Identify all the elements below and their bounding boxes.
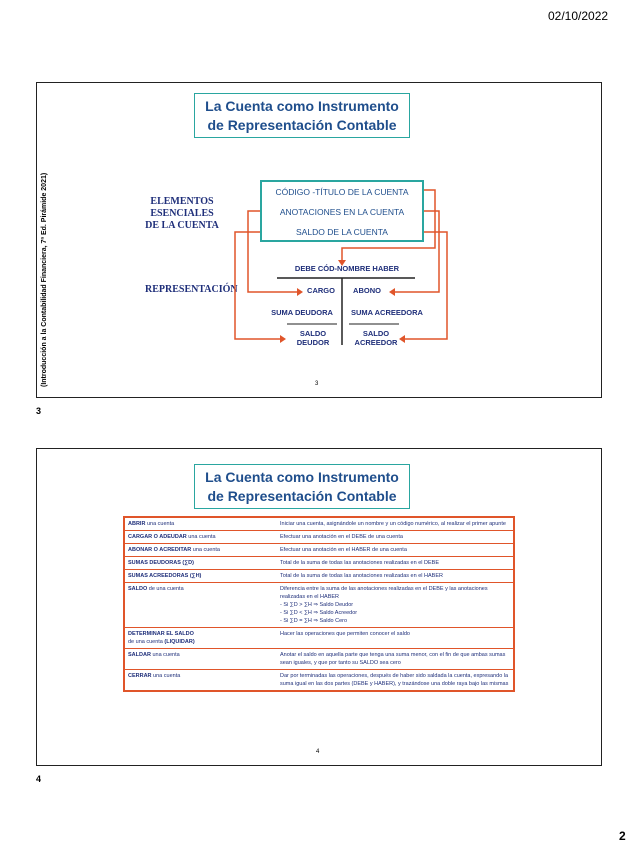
- slide-title-line2: de Representación Contable: [207, 117, 397, 133]
- term-cell: [124, 531, 277, 544]
- term-rest: una cuenta: [150, 652, 180, 658]
- term-bold: SUMAS ACREEDORAS (∑H): [128, 573, 202, 579]
- saldo-acreedor-label: [347, 329, 405, 347]
- cargo-label: CARGO: [307, 286, 335, 295]
- definition-cell: Anotar el saldo en aquella parte que tenga una suma menor, con el fin de que ambas sumas sean iguales, y que por tanto su SALDO sea cero: [277, 649, 514, 670]
- table-row: [124, 628, 514, 649]
- definition-cell: Iniciar una cuenta, asignándole un nombre y un código numérico, al realizar el primer apunte: [277, 517, 514, 531]
- term-cell: [124, 583, 277, 628]
- arrow-saldo-deudor: [235, 232, 280, 339]
- saldo-deudor-label: [287, 329, 339, 347]
- suma-deudora-label: SUMA DEUDORA: [271, 308, 333, 317]
- table-row: [124, 670, 514, 692]
- t-account-diagram: [37, 83, 603, 399]
- elementos-line3: DE LA CUENTA: [145, 220, 219, 231]
- term-rest: de una cuenta: [147, 586, 184, 592]
- document-date: 02/10/2022: [548, 9, 609, 23]
- suma-acreedora-label: SUMA ACREEDORA: [351, 308, 423, 317]
- definition-cell: Efectuar una anotación en el DEBE de una cuenta: [277, 531, 514, 544]
- table-row: [124, 557, 514, 570]
- term-bold: DETERMINAR EL SALDO: [128, 631, 194, 637]
- term-cell: [124, 628, 277, 649]
- arrow-anotaciones-cargo: [248, 211, 297, 292]
- elementos-line2: ESENCIALES: [150, 208, 214, 219]
- term-bold: SALDO: [128, 586, 148, 592]
- table-row: [124, 649, 514, 670]
- box-item-saldo: SALDO DE LA CUENTA: [296, 227, 388, 237]
- arrow-anotaciones-abono: [395, 211, 439, 292]
- term-cell: [124, 670, 277, 692]
- definition-cell: Diferencia entre la suma de las anotaciones realizadas en el DEBE y las anotaciones realizadas en el HABER - Si ∑D > ∑H ⇒ Saldo Deudor - Si ∑D < ∑H ⇒ Saldo Acreedor - Si ∑D = ∑H ⇒ Saldo Cero: [277, 583, 514, 628]
- term-rest: una cuenta: [186, 534, 216, 540]
- definitions-table: [123, 516, 515, 692]
- saldo-deudor-line1: SALDO: [299, 329, 327, 338]
- term-rest: una cuenta: [191, 547, 220, 553]
- slide-title-line1: La Cuenta como Instrumento: [205, 98, 399, 114]
- definition-cell: Total de la suma de todas las anotaciones realizadas en el HABER: [277, 570, 514, 583]
- abono-label: ABONO: [353, 286, 381, 295]
- slide-title-line2: de Representación Contable: [207, 488, 397, 504]
- definition-cell: Hacer las operaciones que permiten conocer el saldo: [277, 628, 514, 649]
- term-bold: CERRAR: [128, 673, 152, 679]
- term-bold-suffix: (LIQUIDAR): [164, 639, 195, 645]
- definition-cell: Dar por terminadas las operaciones, después de haber sido saldada la cuenta, expresando la suma igual en las dos partes (DEBE y HABER), y trazándose una doble raya bajo las mismas: [277, 670, 514, 692]
- slide-4: [36, 448, 602, 766]
- elementos-line1: ELEMENTOS: [150, 196, 214, 207]
- source-caption: (Introducción a la Contabilidad Financiera, 7ª Ed. Pirámide 2021): [41, 172, 48, 387]
- term-bold: ABRIR: [128, 521, 146, 527]
- term-rest: una cuenta: [151, 673, 181, 679]
- table-row: [124, 531, 514, 544]
- term-cell: [124, 570, 277, 583]
- slide-inner-number: 3: [315, 381, 319, 387]
- slide-title-line1: La Cuenta como Instrumento: [205, 469, 399, 485]
- box-item-codigo: CÓDIGO -TÍTULO DE LA CUENTA: [275, 187, 409, 197]
- term-cell: [124, 649, 277, 670]
- term-bold: CARGAR O ADEUDAR: [128, 534, 187, 540]
- arrow-codigo: [342, 190, 435, 260]
- table-row: [124, 570, 514, 583]
- definition-cell: Total de la suma de todas las anotaciones realizadas en el DEBE: [277, 557, 514, 570]
- term-rest: de una cuenta: [128, 639, 163, 645]
- table-row: [124, 544, 514, 557]
- t-account-header: DEBE CÓD-NOMBRE HABER: [294, 264, 400, 273]
- term-cell: [124, 517, 277, 531]
- term-cell: [124, 557, 277, 570]
- definition-cell: Efectuar una anotación en el HABER de una cuenta: [277, 544, 514, 557]
- saldo-acreedor-line2: ACREEDOR: [354, 338, 398, 347]
- saldo-acreedor-line1: SALDO: [362, 329, 390, 338]
- term-rest: una cuenta: [145, 521, 175, 527]
- term-bold: SUMAS DEUDORAS (∑D): [128, 560, 194, 566]
- table-row: [124, 517, 514, 531]
- term-cell: [124, 544, 277, 557]
- slide-number-4: 4: [36, 774, 42, 784]
- slide-inner-number: 4: [316, 749, 320, 755]
- table-row: [124, 583, 514, 628]
- representacion-heading: REPRESENTACIÓN: [145, 284, 238, 295]
- slide-title: [194, 464, 410, 509]
- term-bold: SALDAR: [128, 652, 151, 658]
- saldo-deudor-line2: DEUDOR: [296, 338, 330, 347]
- page-number: 2: [619, 829, 626, 843]
- slide-number-3: 3: [36, 406, 42, 416]
- box-item-anotaciones: ANOTACIONES EN LA CUENTA: [279, 207, 405, 217]
- term-bold: ABONAR O ACREDITAR: [128, 547, 192, 553]
- slide-3: [36, 82, 602, 398]
